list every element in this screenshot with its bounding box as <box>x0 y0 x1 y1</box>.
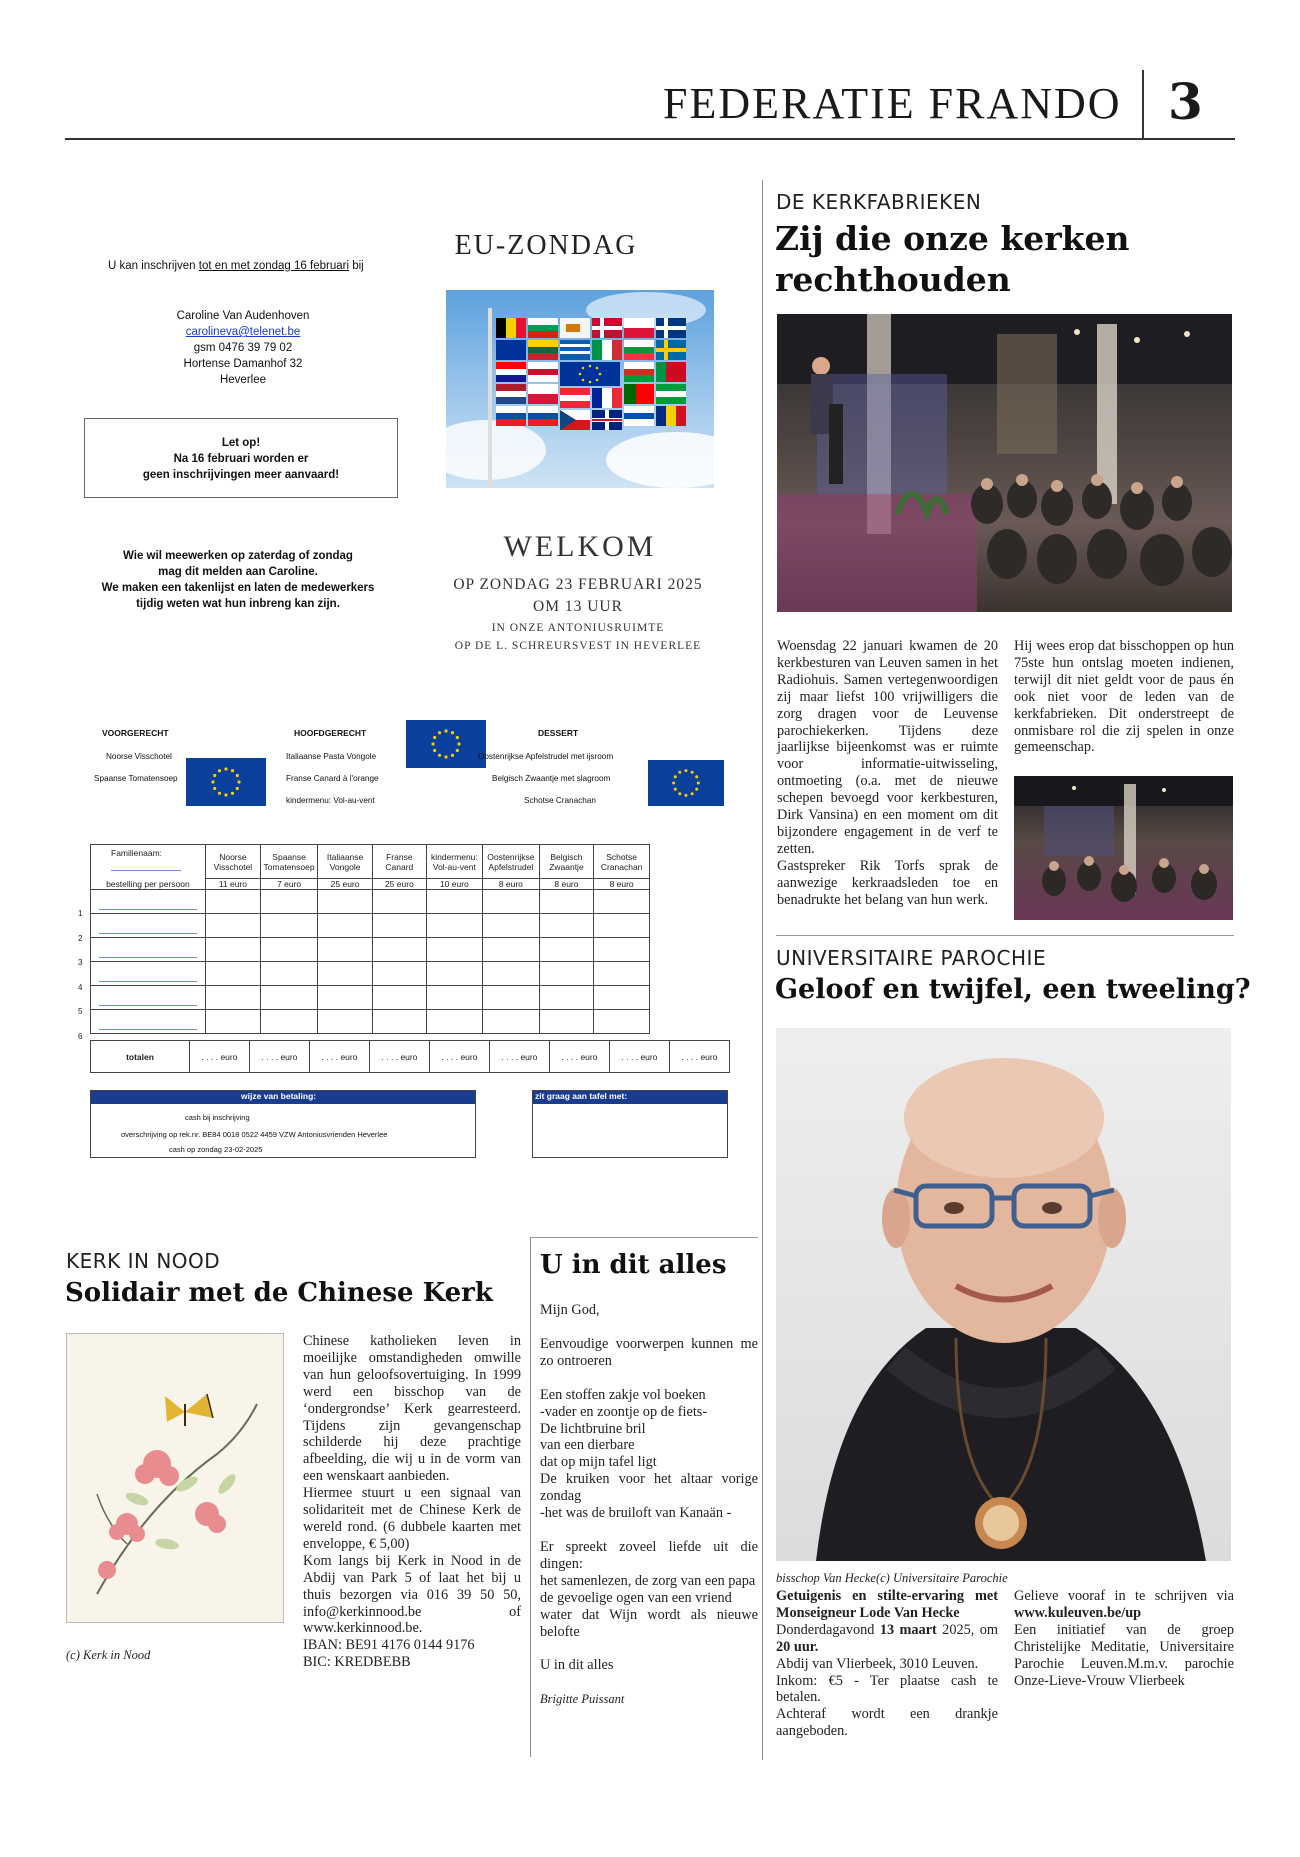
menu-dessert-2: Belgisch Zwaantje met slagroom <box>492 774 611 783</box>
column-header: Spaanse Tomatensoep <box>261 845 318 879</box>
eu-flag-icon <box>406 720 486 768</box>
menu-main-1: Italiaanse Pasta Vongole <box>286 752 377 761</box>
price-cell: 25 euro <box>373 879 427 890</box>
page-number: 3 <box>1168 72 1203 131</box>
totals-table <box>90 1040 730 1073</box>
order-row[interactable] <box>91 986 650 1010</box>
radiohuis-audience-photo <box>1014 776 1233 920</box>
kerkfabrieken-headline: Zij die onze kerken rechthouden <box>775 219 1130 299</box>
total-cell: . . . . euro <box>310 1041 370 1073</box>
kerkinnood-iban: IBAN: BE91 4176 0144 9176 <box>303 1637 475 1654</box>
column-header: Noorse Visschotel <box>205 845 260 879</box>
column-header: Belgisch Zwaantje <box>539 845 594 879</box>
eu-flags-image <box>446 290 714 488</box>
registration-notice-box: Let op! Na 16 februari worden er geen inschrijvingen meer aanvaard! <box>84 418 398 498</box>
column-divider <box>762 180 763 1760</box>
menu-starter-2: Spaanse Tomatensoep <box>94 774 178 783</box>
order-row[interactable] <box>91 938 650 962</box>
kerkfabrieken-kicker: DE KERKFABRIEKEN <box>776 190 982 214</box>
kerkfabrieken-col2: Hij wees erop dat bisschoppen op hun 75ste hun ontslag moeten indienen, terwijl dit niet geldt voor de paus én ook niet voor de leden van de kerkfabrieken. Dit onderstreept de onmisbare rol die zij spelen in onze gemeenschap. <box>1014 638 1234 756</box>
price-cell: 8 euro <box>483 879 540 890</box>
section-rule <box>530 1237 758 1238</box>
publication-title: FEDERATIE FRANDO <box>663 79 1122 128</box>
column-divider <box>530 1237 531 1757</box>
kerkinnood-bic: BIC: KREDBEBB <box>303 1654 411 1671</box>
parochie-price: Inkom: €5 - Ter plaatse cash te betalen. <box>776 1672 998 1706</box>
register-deadline: tot en met zondag 16 februari <box>198 260 350 272</box>
order-row[interactable] <box>91 962 650 986</box>
total-cell: . . . . euro <box>370 1041 430 1073</box>
order-table <box>90 844 650 1034</box>
total-cell: . . . . euro <box>670 1041 730 1073</box>
parochie-register-link[interactable]: www.kuleuven.be/up <box>1014 1604 1142 1621</box>
flags-illustration <box>446 290 714 488</box>
contact-email-link[interactable]: carolineva@telenet.be <box>185 326 301 338</box>
kerkinnood-headline: Solidair met de Chinese Kerk <box>65 1278 493 1308</box>
price-cell: 25 euro <box>318 879 373 890</box>
menu-main-3: kindermenu: Vol-au-vent <box>286 796 375 805</box>
price-cell: 11 euro <box>205 879 260 890</box>
flyer-title: EU-ZONDAG <box>454 230 638 261</box>
kerkinnood-body: Chinese katholieken leven in moeilijke omstandigheden omwille van hun geloofsovertuiging. In 1999 werd een bisschop van de ‘ondergrondse’ Kerk gearresteerd. Tijdens zijn gevangenschap schilderde hij deze prachtige afbeelding, die wij u in de vorm van een wenskaart aanbieden. Hiermee stuurt u een signaal van solidariteit met de Chinese Kerk de wereld rond. (6 dubbele kaarten met enveloppe, € 5,00) Kom langs bij Kerk in Nood in de Abdij van Park 5 of laat het bij u thuis bezorgen via 016 39 50 50, info@kerkinnood.be of www.kerkinnood.be. IBAN: BE91 4176 0144 9176 BIC: KREDBEBB <box>303 1333 521 1671</box>
column-header: Franse Canard <box>373 845 427 879</box>
total-cell: . . . . euro <box>430 1041 490 1073</box>
price-cell: 10 euro <box>426 879 482 890</box>
radiohuis-meeting-photo <box>777 314 1232 612</box>
contact-name: Caroline Van Audenhoven <box>176 310 310 322</box>
eu-flag-icon <box>648 760 724 806</box>
menu-dessert-title: DESSERT <box>538 728 579 738</box>
menu-dessert-3: Schotse Cranachan <box>524 796 596 805</box>
parochie-col2 <box>1014 1588 1234 1689</box>
total-cell: . . . . euro <box>250 1041 310 1073</box>
contact-block <box>128 308 358 388</box>
chinese-painting-card <box>66 1333 284 1623</box>
poem-headline: U in dit alles <box>540 1250 727 1280</box>
header-divider <box>1142 70 1144 140</box>
column-header: kindermenu: Vol-au-vent <box>426 845 482 879</box>
eu-sunday-flyer <box>68 208 753 1193</box>
order-per-person-label: bestelling per persoon <box>91 879 206 890</box>
price-cell: 8 euro <box>594 879 650 890</box>
eu-flag-icon <box>186 758 266 806</box>
bishop-photo-caption: bisschop Van Hecke(c) Universitaire Parochie <box>776 1571 1008 1585</box>
parochie-after: Achteraf wordt een drankje aangeboden. <box>776 1706 998 1740</box>
menu-dessert-1: Oostenrijkse Apfelstrudel met ijsroom <box>478 752 614 761</box>
parochie-event-title: Getuigenis en stilte-ervaring met Monseigneur Lode Van Hecke <box>776 1588 998 1621</box>
contact-address: Hortense Damanhof 32 <box>183 358 303 370</box>
table-preference-title: zit graag aan tafel met: <box>533 1091 727 1104</box>
parochie-headline: Geloof en twijfel, een tweeling? <box>775 974 1251 1005</box>
event-time: OM 13 UUR <box>533 598 623 615</box>
order-row[interactable] <box>91 914 650 938</box>
column-header: Oostenrijkse Apfelstrudel <box>483 845 540 879</box>
price-cell: 8 euro <box>539 879 594 890</box>
total-cell: . . . . euro <box>190 1041 250 1073</box>
contact-city: Heverlee <box>219 374 267 386</box>
event-venue: IN ONZE ANTONIUSRUIMTE <box>491 622 665 634</box>
menu-starter-title: VOORGERECHT <box>102 728 169 738</box>
poem-body: Mijn God, Eenvoudige voorwerpen kunnen me zo ontroeren Een stoffen zakje vol boeken -vader en zoontje op de fiets- De lichtbruine bril van een dierbare dat op mijn tafel ligt De kruiken voor het altaar vorige zondag -het was de bruiloft van Kanaän - Er spreekt zoveel liefde uit die dingen: het samenlezen, de zorg van een papa de gevoelige ogen van een vriend water dat Wijn wordt als nieuwe belofte U in dit alles Brigitte Puissant <box>540 1302 758 1707</box>
helpers-note: Wie wil meewerken op zaterdag of zondag mag dit melden aan Caroline. We maken een takenlijst en laten de medewerkers tijdig weten wat hun inbreng kan zijn. <box>101 550 375 610</box>
welcome-heading: WELKOM <box>503 530 657 563</box>
table-preference-box <box>532 1090 728 1158</box>
totals-label: totalen <box>91 1041 190 1073</box>
column-header: Schotse Cranachan <box>594 845 650 879</box>
order-row[interactable] <box>91 1010 650 1034</box>
menu-main-2: Franse Canard à l'orange <box>286 774 379 783</box>
bishop-portrait-photo <box>776 1028 1231 1561</box>
order-row-numbers: 1 2 3 4 5 6 <box>78 909 83 1041</box>
price-cell: 7 euro <box>261 879 318 890</box>
section-rule <box>776 935 1234 936</box>
column-header: Italiaanse Vongole <box>318 845 373 879</box>
poem-author: Brigitte Puissant <box>540 1692 625 1707</box>
kerkinnood-caption: (c) Kerk in Nood <box>66 1648 151 1662</box>
kerkfabrieken-col1: Woensdag 22 januari kwamen de 20 kerkbesturen van Leuven samen in het Radiohuis. Samen vertegenwoordigen zij maar liefst 100 vrijwilligers die zorg dragen voor de Leuvense parochiekerken. Tijdens deze jaarlijkse bijeenkomst was er ruimte voor informatie-uitwisseling, ontmoeting (o.a. met de nieuwe schepen bevoegd voor kerkbesturen, Dirk Vansina) en een moment om dit bijzondere engagement in de verf te zetten. Gastspreker Rik Torfs sprak de aanwezige kerkraadsleden toe en benadrukte het belang van hun werk. <box>777 638 998 908</box>
payment-option-onsite: cash op zondag 23-02-2025 <box>169 1145 263 1154</box>
parochie-kicker: UNIVERSITAIRE PAROCHIE <box>776 946 1047 970</box>
order-row[interactable] <box>91 890 650 914</box>
menu-starter-1: Noorse Visschotel <box>106 752 172 761</box>
parochie-when: Donderdagavond 13 maart 2025, om 20 uur. <box>776 1621 998 1655</box>
event-address: OP DE L. SCHREURSVEST IN HEVERLEE <box>454 640 702 652</box>
total-cell: . . . . euro <box>490 1041 550 1073</box>
event-date: OP ZONDAG 23 FEBRUARI 2025 <box>453 576 703 593</box>
contact-phone: gsm 0476 39 79 02 <box>193 342 293 354</box>
payment-option-transfer: overschrijving op rek.nr. BE84 0018 0522 4459 VZW Antoniusvrienden Heverlee <box>121 1130 388 1139</box>
parochie-initiative: Een initiatief van de groep Christelijke Meditatie, Universitaire Parochie Leuven.M.m.v. parochie Onze-Lieve-Vrouw Vlierbeek <box>1014 1621 1234 1689</box>
parochie-register: Gelieve vooraf in te schrijven via www.kuleuven.be/up <box>1014 1588 1234 1621</box>
family-name-header: Familienaam: <box>91 845 206 879</box>
register-line: U kan inschrijven tot en met zondag 16 februari bij <box>108 260 364 272</box>
payment-title: wijze van betaling: <box>91 1091 475 1104</box>
kerkinnood-kicker: KERK IN NOOD <box>66 1249 221 1273</box>
parochie-where: Abdij van Vlierbeek, 3010 Leuven. <box>776 1655 979 1672</box>
payment-option-cash: cash bij inschrijving <box>185 1113 250 1122</box>
header-rule <box>65 138 1235 140</box>
total-cell: . . . . euro <box>550 1041 610 1073</box>
total-cell: . . . . euro <box>610 1041 670 1073</box>
payment-box <box>90 1090 476 1158</box>
parochie-col1 <box>776 1588 998 1740</box>
menu-main-title: HOOFDGERECHT <box>294 728 367 738</box>
